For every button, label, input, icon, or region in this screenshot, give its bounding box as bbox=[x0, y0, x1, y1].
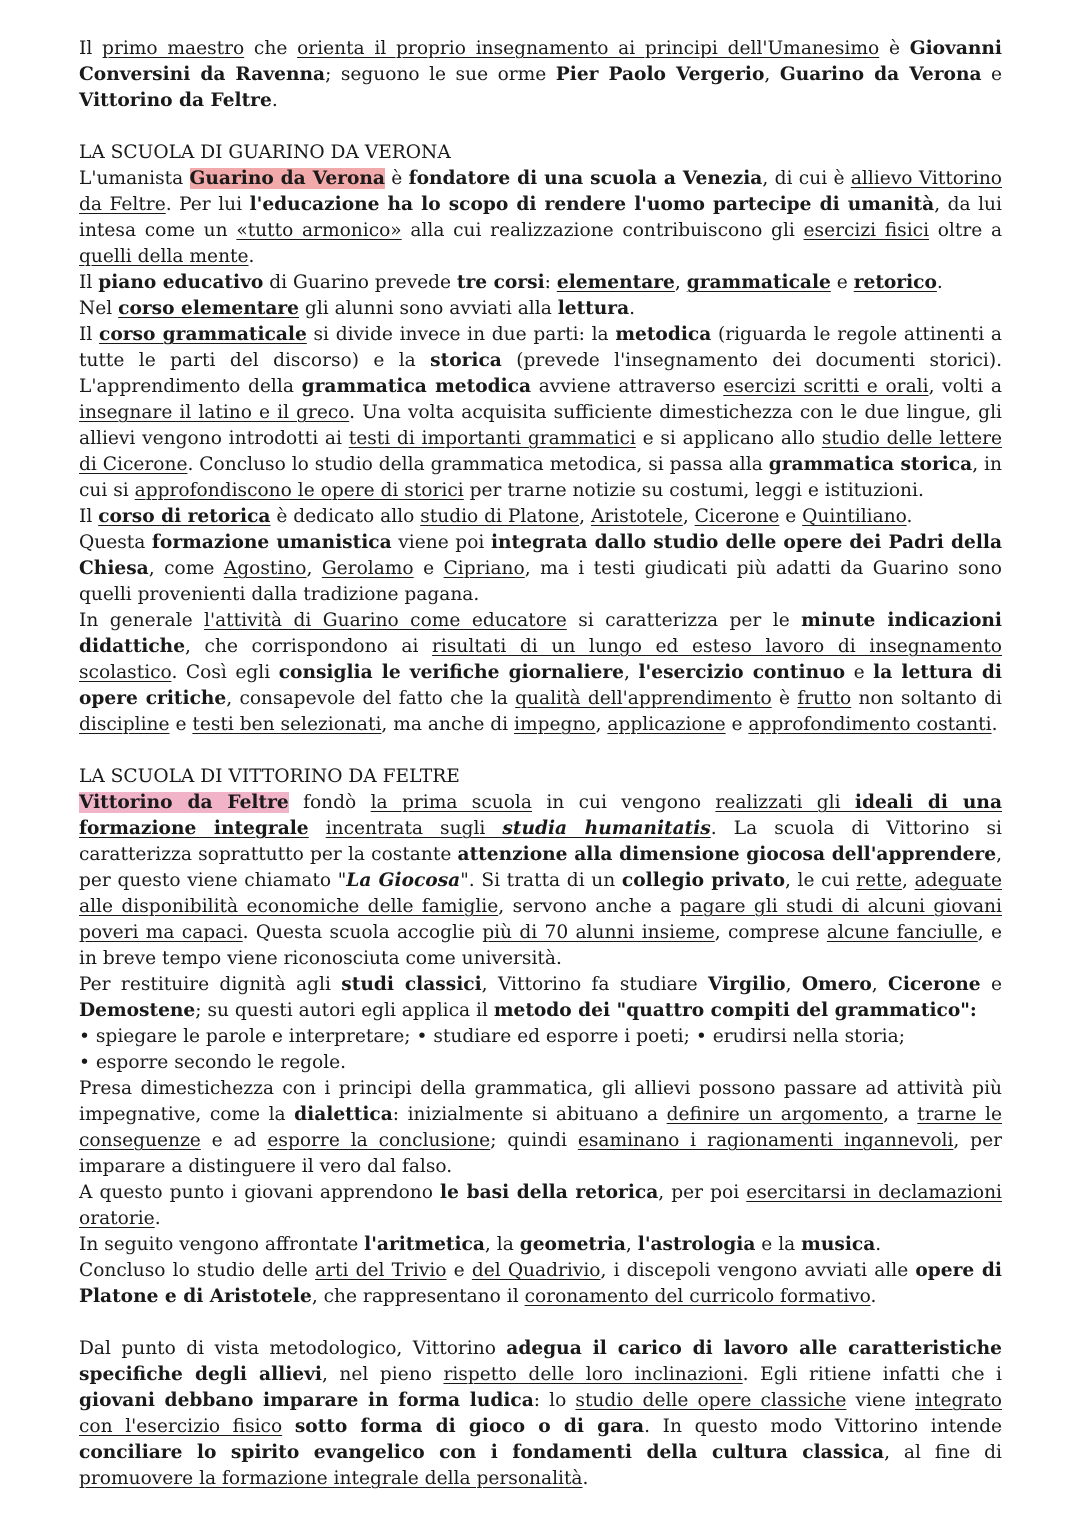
list-item: • studiare ed esporre i poeti; bbox=[416, 1026, 690, 1047]
list-item: • spiegare le parole e interpretare; bbox=[79, 1026, 411, 1047]
guarino-heading: LA SCUOLA DI GUARINO DA VERONA bbox=[79, 142, 451, 163]
grammarian-tasks-list bbox=[79, 1024, 1002, 1076]
guarino-grammar-paragraph: Il corso grammaticale si divide invece in due parti: la metodica (riguarda le regole attinenti a tutte le parti del discorso) e la storica (prevede l'insegnamento dei documenti storici). L'apprendimento della grammatica metodica avviene attraverso esercizi scritti e orali, volti a insegnare il latino e il greco. Una volta acquisita sufficiente dimestichezza con le due lingue, gli allievi vengono introdotti ai testi di importanti grammatici e si applicano allo studio delle lettere di Cicerone. Concluso lo studio della grammatica metodica, si passa alla grammatica storica, in cui si approfondiscono le opere di storici per trarne notizie su costumi, leggi e istituzioni. bbox=[79, 324, 1003, 501]
intro-paragraph: Il primo maestro che orienta il proprio insegnamento ai principi dell'Umanesimo è Giovanni Conversini da Ravenna; seguono le sue orme Pier Paolo Vergerio, Guarino da Verona e Vittorino da Feltre. bbox=[79, 38, 1003, 111]
vittorino-curriculum-paragraph: Concluso lo studio delle arti del Trivio e del Quadrivio, i discepoli vengono avviati alle opere di Platone e di Aristotele, che rappresentano il coronamento del curricolo formativo. bbox=[79, 1260, 1002, 1307]
guarino-elementary-paragraph: Nel corso elementare gli alunni sono avviati alla lettura. bbox=[79, 298, 636, 319]
list-item: • esporre secondo le regole. bbox=[79, 1052, 347, 1073]
guarino-intro-paragraph: L'umanista Guarino da Verona è fondatore di una scuola a Venezia, di cui è allievo Vittorino da Feltre. Per lui l'educazione ha lo scopo di rendere l'uomo partecipe di umanità, da lui intesa come un «tutto armonico» alla cui realizzazione contribuiscono gli esercizi fisici oltre a quelli della mente. bbox=[79, 168, 1003, 267]
vittorino-heading: LA SCUOLA DI VITTORINO DA FELTRE bbox=[79, 766, 460, 787]
vittorino-quadrivium-paragraph: In seguito vengono affrontate l'aritmetica, la geometria, l'astrologia e la musica. bbox=[79, 1234, 882, 1255]
closing-paragraph: Dal punto di vista metodologico, Vittorino adegua il carico di lavoro alle caratteristiche specifiche degli allievi, nel pieno rispetto delle loro inclinazioni. Egli ritiene infatti che i giovani debbano imparare in forma ludica: lo studio delle opere classiche viene integrato con l'esercizio fisico sotto forma di gioco o di gara. In questo modo Vittorino intende conciliare lo spirito evangelico con i fondamenti della cultura classica, al fine di promuovere la formazione integrale della personalità. bbox=[79, 1338, 1002, 1489]
vittorino-dialectic-paragraph: Presa dimestichezza con i principi della grammatica, gli allievi possono passare ad attività più impegnative, come la dialettica: inizialmente si abituano a definire un argomento, a trarne le conseguenze e ad esporre la conclusione; quindi esaminano i ragionamenti ingannevoli, per imparare a distinguere il vero dal falso. bbox=[79, 1078, 1002, 1177]
guarino-didactics-paragraph: In generale l'attività di Guarino come educatore si caratterizza per le minute indicazioni didattiche, che corrispondono ai risultati di un lungo ed esteso lavoro di insegnamento scolastico. Così egli consiglia le verifiche giornaliere, l'esercizio continuo e la lettura di opere critiche, consapevole del fatto che la qualità dell'apprendimento è frutto non soltanto di discipline e testi ben selezionati, ma anche di impegno, applicazione e approfondimento costanti. bbox=[79, 610, 1003, 735]
list-item: • erudirsi nella storia; bbox=[695, 1026, 905, 1047]
vittorino-rhetoric-paragraph: A questo punto i giovani apprendono le basi della retorica, per poi esercitarsi in declamazioni oratorie. bbox=[79, 1182, 1003, 1229]
vittorino-classics-paragraph: Per restituire dignità agli studi classici, Vittorino fa studiare Virgilio, Omero, Cicerone e Demostene; su questi autori egli applica il metodo dei "quattro compiti del grammatico": bbox=[79, 974, 1002, 1021]
guarino-rhetoric-paragraph: Il corso di retorica è dedicato allo studio di Platone, Aristotele, Cicerone e Quintiliano. bbox=[79, 506, 913, 527]
vittorino-intro-paragraph: Vittorino da Feltre fondò la prima scuola in cui vengono realizzati gli ideali di una formazione integrale incentrata sugli studia humanitatis. La scuola di Vittorino si caratterizza soprattutto per la costante attenzione alla dimensione giocosa dell'apprendere, per questo viene chiamato "La Giocosa". Si tratta di un collegio privato, le cui rette, adeguate alle disponibilità economiche delle famiglie, servono anche a pagare gli studi di alcuni giovani poveri ma capaci. Questa scuola accoglie più di 70 alunni insieme, comprese alcune fanciulle, e in breve tempo viene riconosciuta come università. bbox=[79, 792, 1002, 969]
guarino-plan-paragraph: Il piano educativo di Guarino prevede tre corsi: elementare, grammaticale e retorico. bbox=[79, 272, 943, 293]
guarino-fathers-paragraph: Questa formazione umanistica viene poi integrata dallo studio delle opere dei Padri della Chiesa, come Agostino, Gerolamo e Cipriano, ma i testi giudicati più adatti da Guarino sono quelli provenienti dalla tradizione pagana. bbox=[79, 532, 1003, 605]
